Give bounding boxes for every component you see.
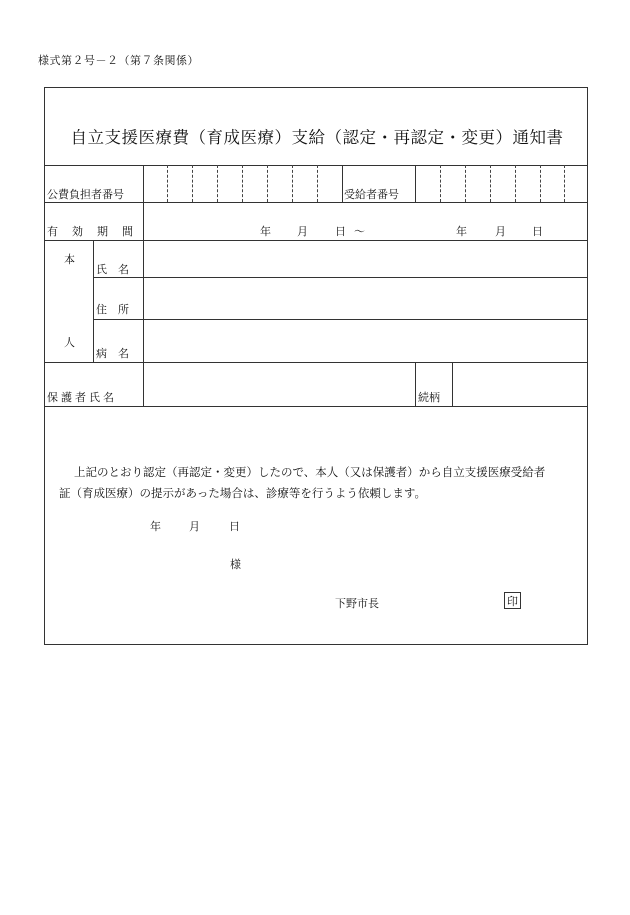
divider: [452, 362, 453, 406]
divider: [45, 362, 587, 363]
digit-separator: [167, 165, 168, 202]
issuer-name: 下野市長: [335, 597, 379, 610]
divider: [415, 165, 416, 202]
name-label: 氏名: [96, 263, 140, 276]
form-number: 様式第２号－２（第７条関係）: [38, 54, 199, 67]
notice-form: [44, 87, 588, 645]
digit-separator: [292, 165, 293, 202]
digit-separator: [465, 165, 466, 202]
digit-separator: [540, 165, 541, 202]
digit-separator: [192, 165, 193, 202]
paragraph-line: 証（育成医療）の提示があった場合は、診療等を行うよう依頼します。: [59, 486, 426, 500]
recipient-number-label: 受給者番号: [344, 188, 399, 201]
payer-number-label: 公費負担者番号: [47, 188, 124, 201]
digit-separator: [317, 165, 318, 202]
guardian-name-label: 保護者氏名: [47, 391, 117, 404]
digit-separator: [490, 165, 491, 202]
validity-from-month: 月: [297, 225, 308, 238]
divider: [93, 240, 94, 362]
form-title: 自立支援医療費（育成医療）支給（認定・再認定・変更）通知書: [70, 128, 564, 147]
divider: [45, 406, 587, 407]
validity-to-month: 月: [495, 225, 506, 238]
digit-separator: [564, 165, 565, 202]
validity-from-year: 年: [260, 225, 271, 238]
divider: [93, 277, 587, 278]
issue-date-day: 日: [229, 520, 240, 533]
digit-separator: [515, 165, 516, 202]
request-paragraph: [59, 462, 579, 504]
divider: [45, 165, 587, 166]
disease-label: 病名: [96, 347, 140, 360]
issue-date-year: 年: [150, 520, 161, 533]
digit-separator: [242, 165, 243, 202]
person-label-top: 本: [64, 253, 75, 266]
divider: [93, 319, 587, 320]
validity-tilde: ～: [354, 225, 365, 238]
digit-separator: [440, 165, 441, 202]
divider: [143, 165, 144, 202]
divider: [415, 362, 416, 406]
digit-separator: [217, 165, 218, 202]
divider: [45, 202, 587, 203]
validity-from-day: 日: [335, 225, 346, 238]
issue-date-month: 月: [189, 520, 200, 533]
relationship-label: 続柄: [418, 391, 440, 404]
address-label: 住所: [96, 303, 140, 316]
divider: [342, 165, 343, 202]
digit-separator: [267, 165, 268, 202]
validity-to-year: 年: [456, 225, 467, 238]
paragraph-line: 上記のとおり認定（再認定・変更）したので、本人（又は保護者）から自立支援医療受給者: [74, 465, 546, 479]
divider: [45, 240, 587, 241]
person-label-bottom: 人: [64, 336, 75, 349]
validity-to-day: 日: [532, 225, 543, 238]
validity-label: 有効期間: [47, 225, 147, 238]
seal-mark: 印: [504, 592, 521, 609]
addressee-suffix: 様: [230, 558, 241, 571]
